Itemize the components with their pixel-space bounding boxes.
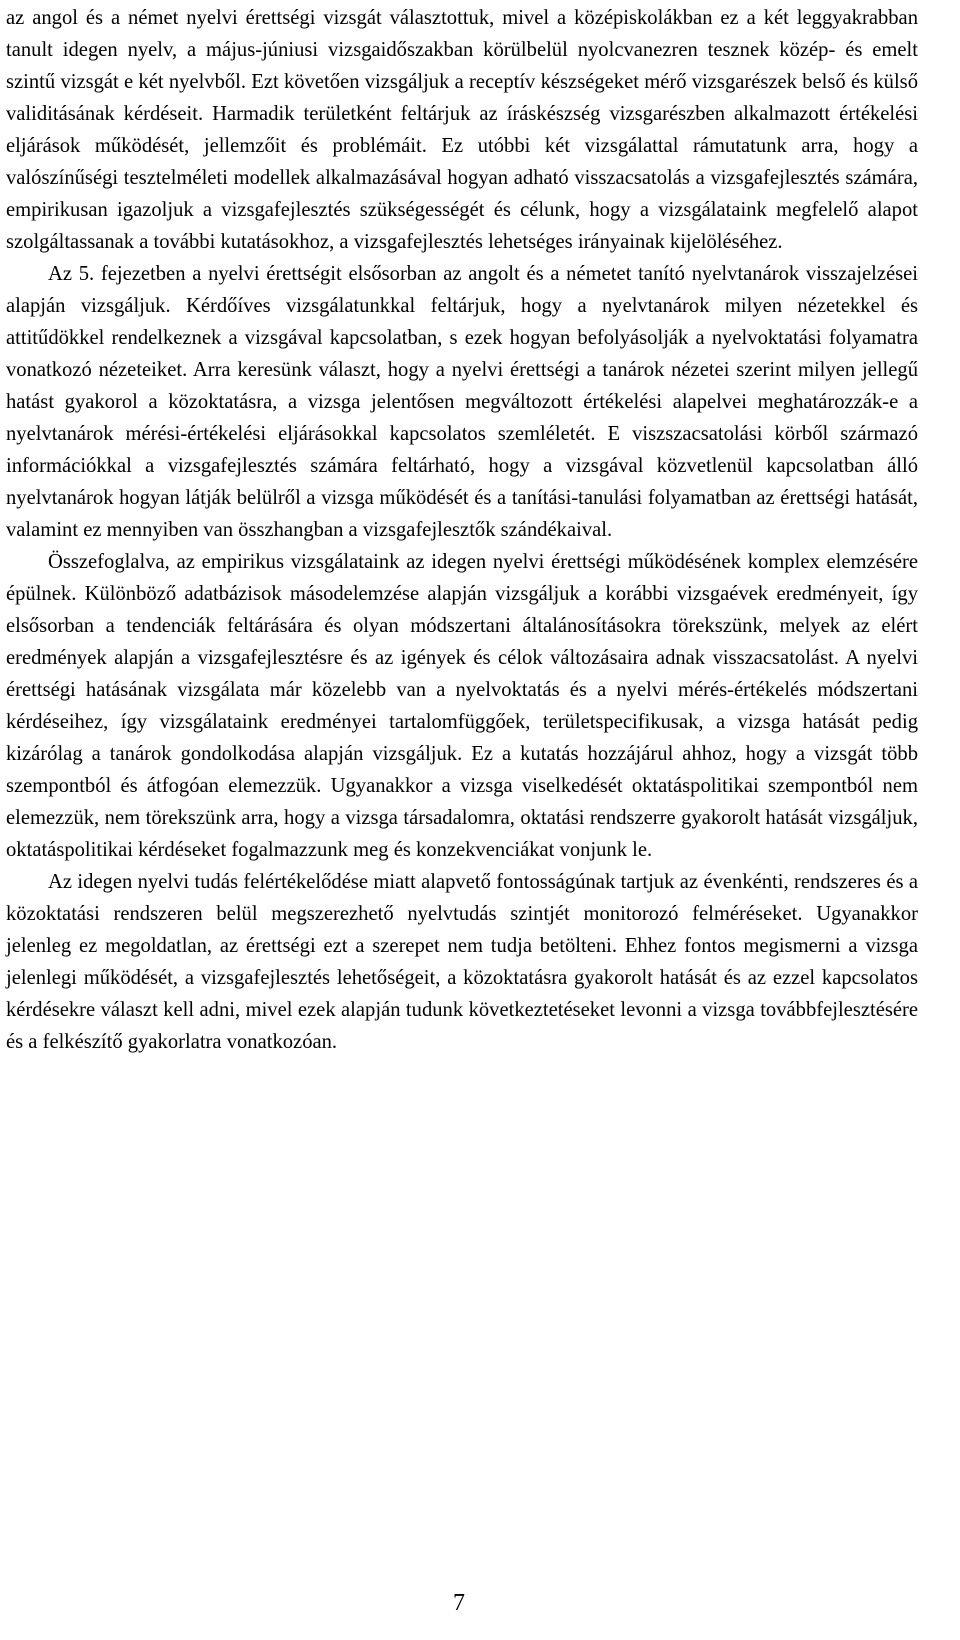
page-number: 7 <box>453 1590 465 1616</box>
body-paragraph-2: Az 5. fejezetben a nyelvi érettségit elsősorban az angolt és a németet tanító nyelvtanárok visszajelzései alapján vizsgáljuk. Kérdőíves vizsgálatunkkal feltárjuk, hogy a nyelvtanárok milyen nézetekkel és attitűdökkel rendelkeznek a vizsgával kapcsolatban, s ezek hogyan befolyásolják a nyelvoktatási folyamatra vonatkozó nézeteiket. Arra keresünk választ, hogy a nyelvi érettségi a tanárok nézetei szerint milyen jellegű hatást gyakorol a közoktatásra, a vizsga jelentősen megváltozott értékelési alapelvei meghatározzák-e a nyelvtanárok mérési-értékelési eljárásokkal kapcsolatos szemléletét. E viszszacsatolási körből származó információkkal a vizsgafejlesztés számára feltárható, hogy a vizsgával közvetlenül kapcsolatban álló nyelvtanárok hogyan látják belülről a vizsga működését és a tanítási-tanulási folyamatban az érettségi hatását, valamint ez mennyiben van összhangban a vizsgafejlesztők szándékaival. <box>6 263 918 541</box>
body-paragraph-3: Összefoglalva, az empirikus vizsgálataink az idegen nyelvi érettségi működésének komplex elemzésére épülnek. Különböző adatbázisok másodelemzése alapján vizsgáljuk a korábbi vizsgaévek eredményeit, így elsősorban a tendenciák feltárására és olyan módszertani általánosításokra törekszünk, melyek az elért eredmények alapján a vizsgafejlesztésre és az igények és célok változásaira adnak visszacsatolást. A nyelvi érettségi hatásának vizsgálata már közelebb van a nyelvoktatás és a nyelvi mérés-értékelés módszertani kérdéseihez, így vizsgálataink eredményei tartalomfüggőek, területspecifikusak, a vizsga hatását pedig kizárólag a tanárok gondolkodása alapján vizsgáljuk. Ez a kutatás hozzájárul ahhoz, hogy a vizsgát több szempontból és átfogóan elemezzük. Ugyanakkor a vizsga viselkedését oktatáspolitikai szempontból nem elemezzük, nem törekszünk arra, hogy a vizsga társadalomra, oktatási rendszerre gyakorolt hatását vizsgáljuk, oktatáspolitikai kérdéseket fogalmazzunk meg és konzekvenciákat vonjunk le. <box>6 551 918 861</box>
body-paragraph-1: az angol és a német nyelvi érettségi vizsgát választottuk, mivel a középiskolákban ez a két leggyakrabban tanult idegen nyelv, a május-júniusi vizsgaidőszakban körülbelül nyolcvanezren tesznek közép- és emelt szintű vizsgát e két nyelvből. Ezt követően vizsgáljuk a receptív készségeket mérő vizsgarészek belső és külső validitásának kérdéseit. Harmadik területként feltárjuk az íráskészség vizsgarészben alkalmazott értékelési eljárások működését, jellemzőit és problémáit. Ez utóbbi két vizsgálattal rámutatunk arra, hogy a valószínűségi tesztelméleti modellek alkalmazásával hogyan adható visszacsatolás a vizsgafejlesztés számára, empirikusan igazoljuk a vizsgafejlesztés szükségességét és célunk, hogy a vizsgálataink megfelelő alapot szolgáltassanak a további kutatásokhoz, a vizsgafejlesztés lehetséges irányainak kijelöléséhez. <box>6 7 918 253</box>
body-paragraph-4: Az idegen nyelvi tudás felértékelődése miatt alapvető fontosságúnak tartjuk az évenkénti, rendszeres és a közoktatási rendszeren belül megszerezhető nyelvtudás szintjét monitorozó felméréseket. Ugyanakkor jelenleg ez megoldatlan, az érettségi ezt a szerepet nem tudja betölteni. Ehhez fontos megismerni a vizsga jelenlegi működését, a vizsgafejlesztés lehetőségeit, a közoktatásra gyakorolt hatását és az ezzel kapcsolatos kérdésekre választ kell adni, mivel ezek alapján tudunk következtetéseket levonni a vizsga továbbfejlesztésére és a felkészítő gyakorlatra vonatkozóan. <box>6 871 918 1053</box>
document-page <box>6 2 918 1058</box>
page-number-footer <box>0 1588 918 1618</box>
